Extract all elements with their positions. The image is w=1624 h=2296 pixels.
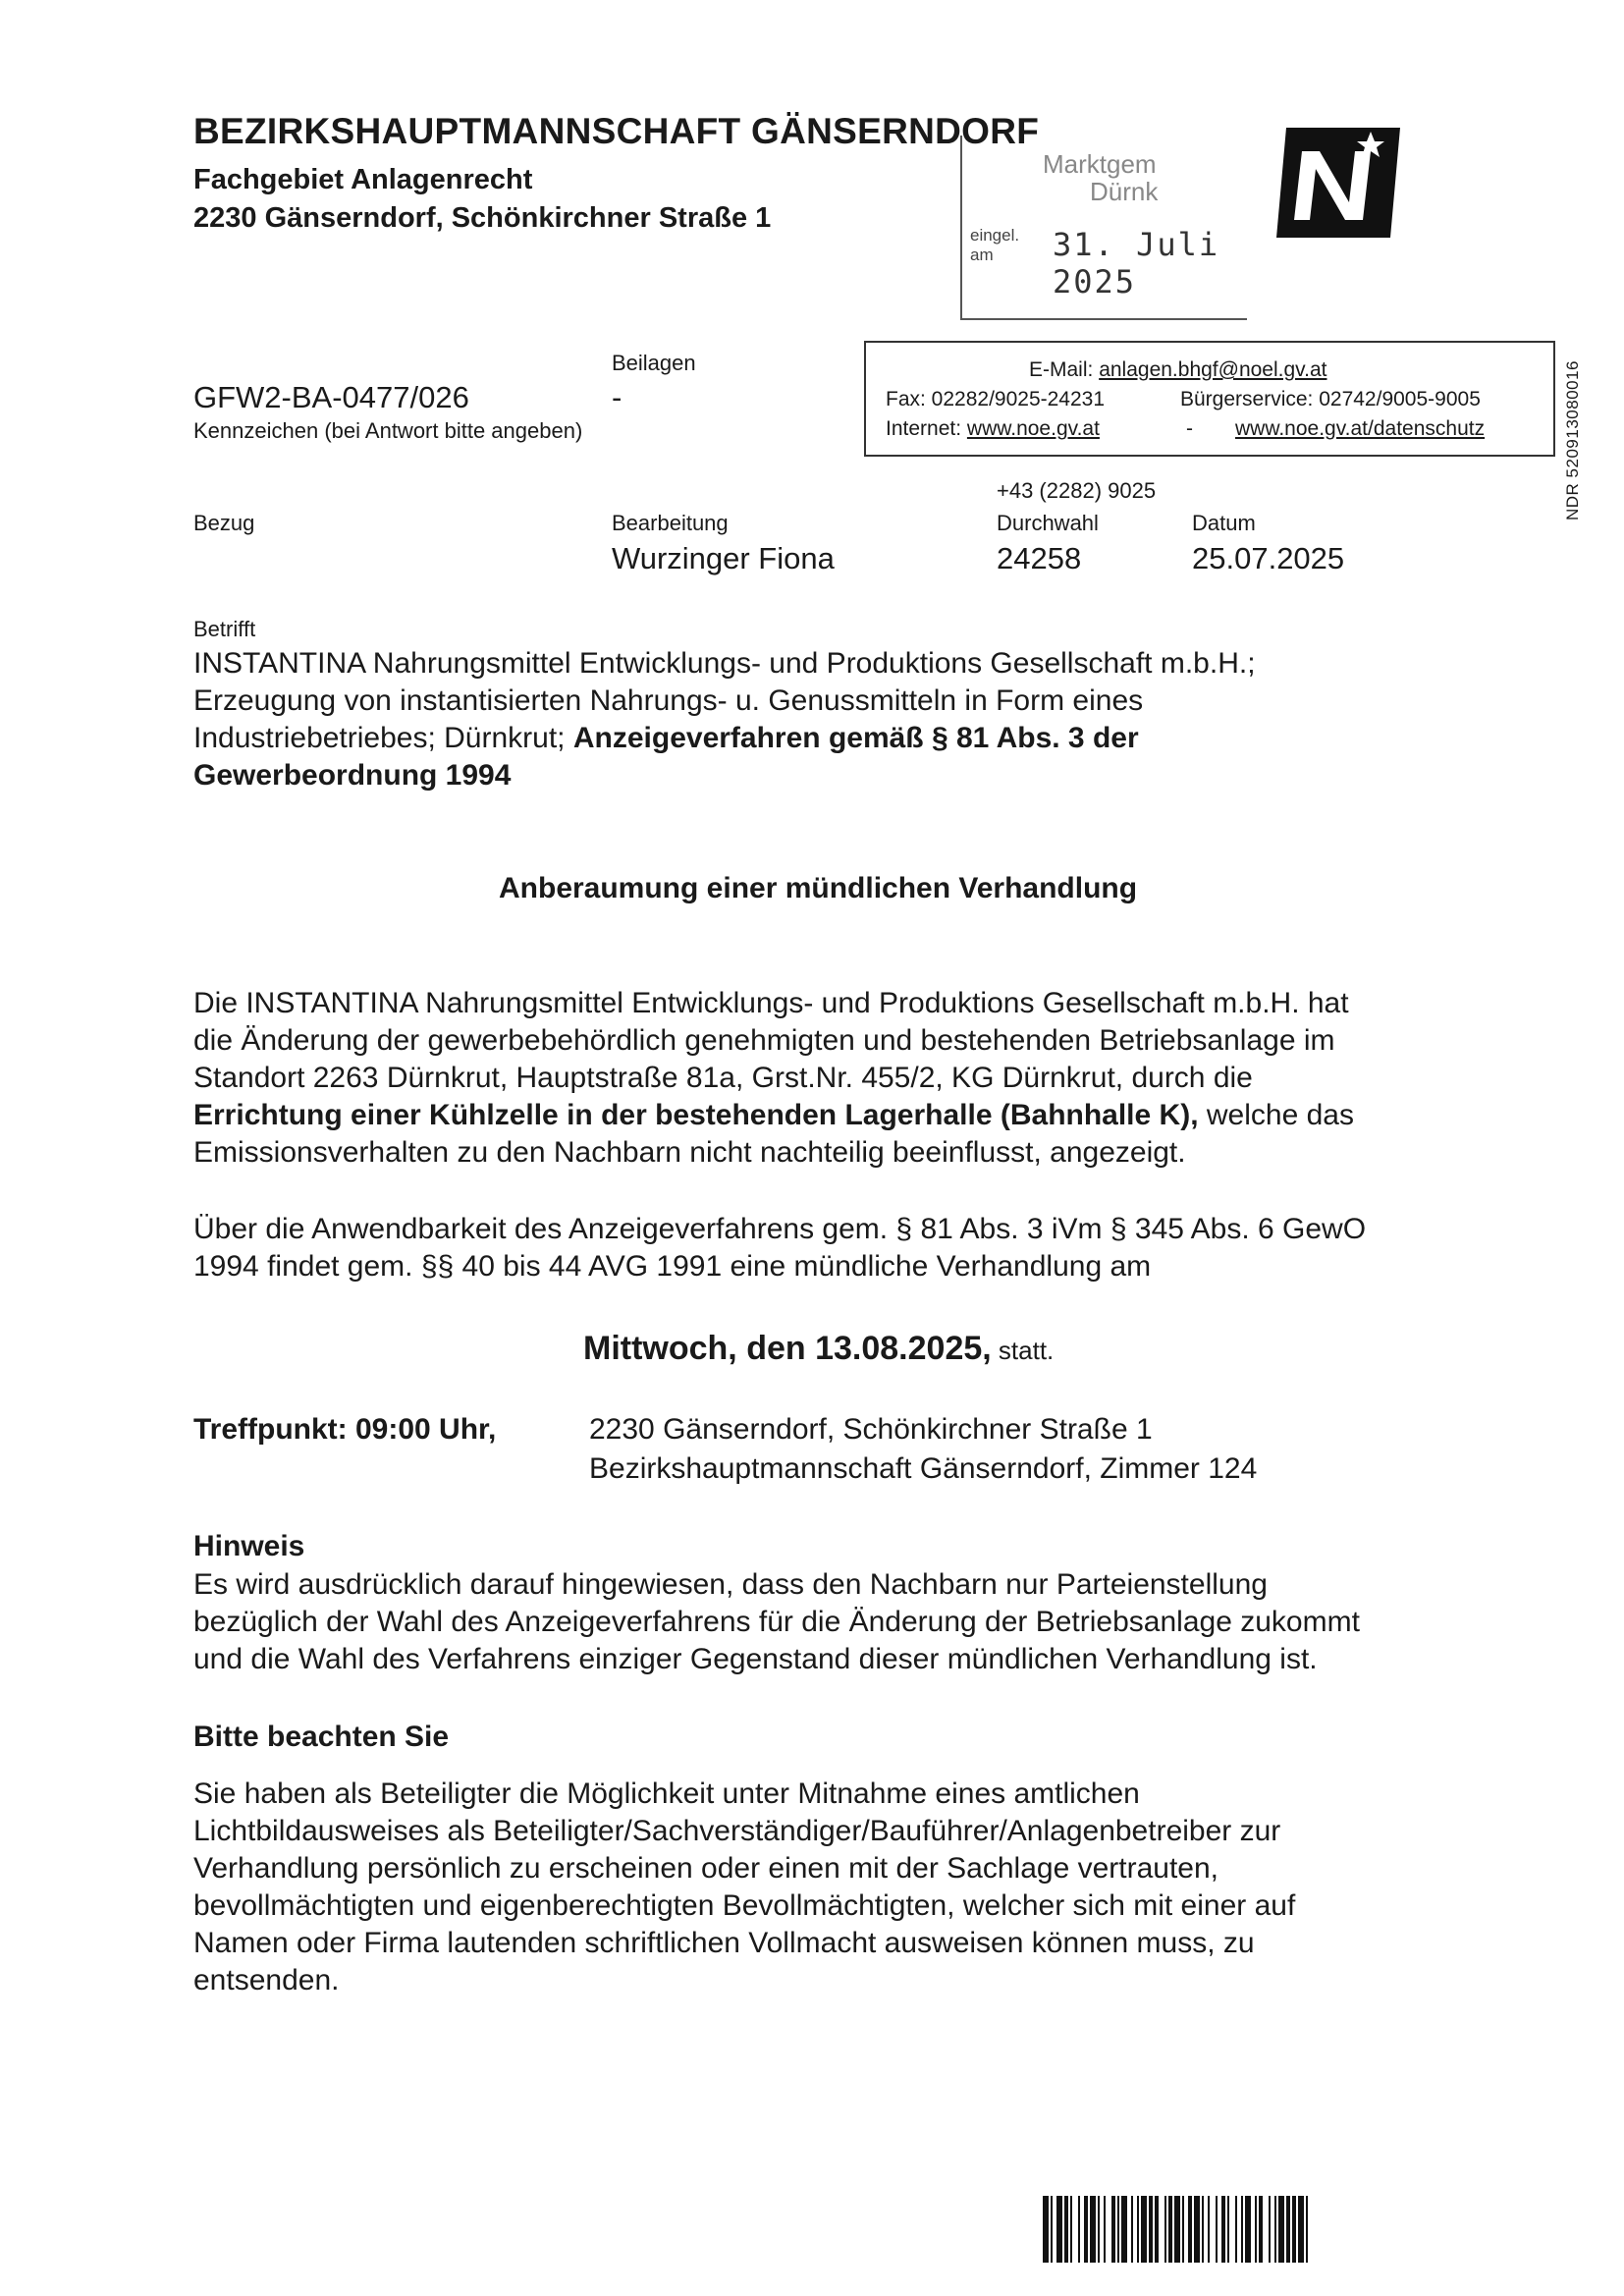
hearing-date	[583, 1330, 1054, 1368]
datenschutz-link[interactable]: www.noe.gv.at/datenschutz	[1235, 417, 1486, 440]
department-name: Fachgebiet Anlagenrecht	[193, 164, 533, 195]
stamp-town: Dürnk	[1090, 177, 1159, 206]
paragraph-line	[193, 1097, 1354, 1134]
meeting-room: Bezirkshauptmannschaft Gänserndorf, Zimmer 124	[589, 1452, 1258, 1485]
subject-line: INSTANTINA Nahrungsmittel Entwicklungs- und Produktions Gesellschaft m.b.H.;	[193, 647, 1256, 680]
internet-line	[886, 417, 1100, 441]
hinweis-title: Hinweis	[193, 1530, 305, 1562]
beilagen-value: -	[612, 380, 623, 414]
paragraph-line: Standort 2263 Dürnkrut, Hauptstraße 81a, Grst.Nr. 455/2, KG Dürnkrut, durch die	[193, 1062, 1253, 1094]
beachten-line: bevollmächtigten und eigenberechtigten Bevollmächtigten, welcher sich mit einer auf	[193, 1889, 1296, 1922]
subject-label: Betrifft	[193, 617, 256, 641]
beachten-line: Namen oder Firma lautenden schriftlichen Vollmacht ausweisen können muss, zu	[193, 1927, 1255, 1959]
hinweis-line: bezüglich der Wahl des Anzeigeverfahrens für die Änderung der Betriebsanlage zukommt	[193, 1606, 1360, 1638]
beachten-line: entsenden.	[193, 1964, 340, 1996]
paragraph-line: 1994 findet gem. §§ 40 bis 44 AVG 1991 eine mündliche Verhandlung am	[193, 1250, 1152, 1283]
fax-number: Fax: 02282/9025-24231	[886, 388, 1106, 410]
document-heading: Anberaumung einer mündlichen Verhandlung	[499, 872, 1138, 904]
paragraph-line: Emissionsverhalten zu den Nachbarn nicht nachteilig beeinflusst, angezeigt.	[193, 1136, 1186, 1169]
beachten-title: Bitte beachten Sie	[193, 1721, 450, 1753]
received-stamp	[960, 136, 1247, 320]
stamp-label-eingel: eingel.	[970, 226, 1020, 245]
paragraph-plain: welche das	[1198, 1099, 1354, 1131]
bearbeitung-label: Bearbeitung	[612, 511, 729, 535]
stamp-date: 31. Juli 2025	[1053, 226, 1220, 301]
beachten-line: Lichtbildausweises als Beteiligter/Sachverständiger/Bauführer/Anlagenbetreiber zur	[193, 1815, 1281, 1847]
barcode-graphic	[1043, 2196, 1473, 2263]
email-line	[1029, 358, 1326, 382]
bearbeitung-value: Wurzinger Fiona	[612, 541, 835, 575]
link-separator: -	[1186, 417, 1193, 440]
subject-bold: Anzeigeverfahren gemäß § 81 Abs. 3 der	[572, 722, 1139, 754]
email-label: E-Mail:	[1029, 358, 1094, 381]
authority-title: BEZIRKSHAUPTMANNSCHAFT GÄNSERNDORF	[193, 111, 1040, 151]
email-link[interactable]: anlagen.bhgf@noel.gv.at	[1099, 358, 1327, 381]
website-link[interactable]: www.noe.gv.at	[966, 417, 1100, 440]
subject-line: Erzeugung von instantisierten Nahrungs- u. Genussmitteln in Form eines	[193, 684, 1144, 717]
datum-value: 25.07.2025	[1192, 541, 1345, 575]
beachten-line: Verhandlung persönlich zu erscheinen oder einen mit der Sachlage vertrauten,	[193, 1852, 1218, 1885]
reference-number: GFW2-BA-0477/026	[193, 380, 469, 414]
stamp-municipality: Marktgem	[1043, 149, 1157, 179]
phone-prefix: +43 (2282) 9025	[997, 478, 1157, 503]
datum-label: Datum	[1192, 511, 1256, 535]
paragraph-bold: Errichtung einer Kühlzelle in der bestehenden Lagerhalle (Bahnhalle K),	[193, 1099, 1199, 1131]
hinweis-line: Es wird ausdrücklich darauf hingewiesen, dass den Nachbarn nur Parteienstellung	[193, 1568, 1268, 1601]
internet-label: Internet:	[886, 417, 962, 440]
paragraph-line: die Änderung der gewerbebehördlich genehmigten und bestehenden Betriebsanlage im	[193, 1024, 1335, 1057]
stamp-label-am: am	[970, 246, 994, 264]
subject-line: Gewerbeordnung 1994	[193, 759, 512, 792]
subject-line	[193, 720, 1139, 757]
paragraph-line: Über die Anwendbarkeit des Anzeigeverfahrens gem. § 81 Abs. 3 iVm § 345 Abs. 6 GewO	[193, 1213, 1367, 1245]
meeting-label: Treffpunkt: 09:00 Uhr,	[193, 1413, 497, 1446]
hearing-date-plain: statt.	[991, 1336, 1055, 1365]
contact-box	[864, 341, 1555, 457]
buergerservice-number: Bürgerservice: 02742/9005-9005	[1180, 388, 1481, 410]
beachten-line: Sie haben als Beteiligter die Möglichkeit unter Mitnahme eines amtlichen	[193, 1777, 1140, 1810]
subject-plain: Industriebetriebes; Dürnkrut;	[193, 722, 573, 754]
reference-note: Kennzeichen (bei Antwort bitte angeben)	[193, 418, 583, 443]
bezug-label: Bezug	[193, 511, 255, 535]
paragraph-line: Die INSTANTINA Nahrungsmittel Entwicklungs- und Produktions Gesellschaft m.b.H. hat	[193, 987, 1349, 1019]
authority-address: 2230 Gänserndorf, Schönkirchner Straße 1	[193, 202, 772, 234]
beilagen-label: Beilagen	[612, 351, 696, 375]
hinweis-line: und die Wahl des Verfahrens einziger Gegenstand dieser mündlichen Verhandlung ist.	[193, 1643, 1318, 1675]
durchwahl-value: 24258	[997, 541, 1082, 575]
noe-logo	[1272, 118, 1408, 247]
durchwahl-label: Durchwahl	[997, 511, 1099, 535]
document-side-code: NDR 520913080016	[1563, 359, 1582, 520]
hearing-date-bold: Mittwoch, den 13.08.2025,	[583, 1330, 992, 1367]
meeting-address: 2230 Gänserndorf, Schönkirchner Straße 1	[589, 1413, 1153, 1446]
